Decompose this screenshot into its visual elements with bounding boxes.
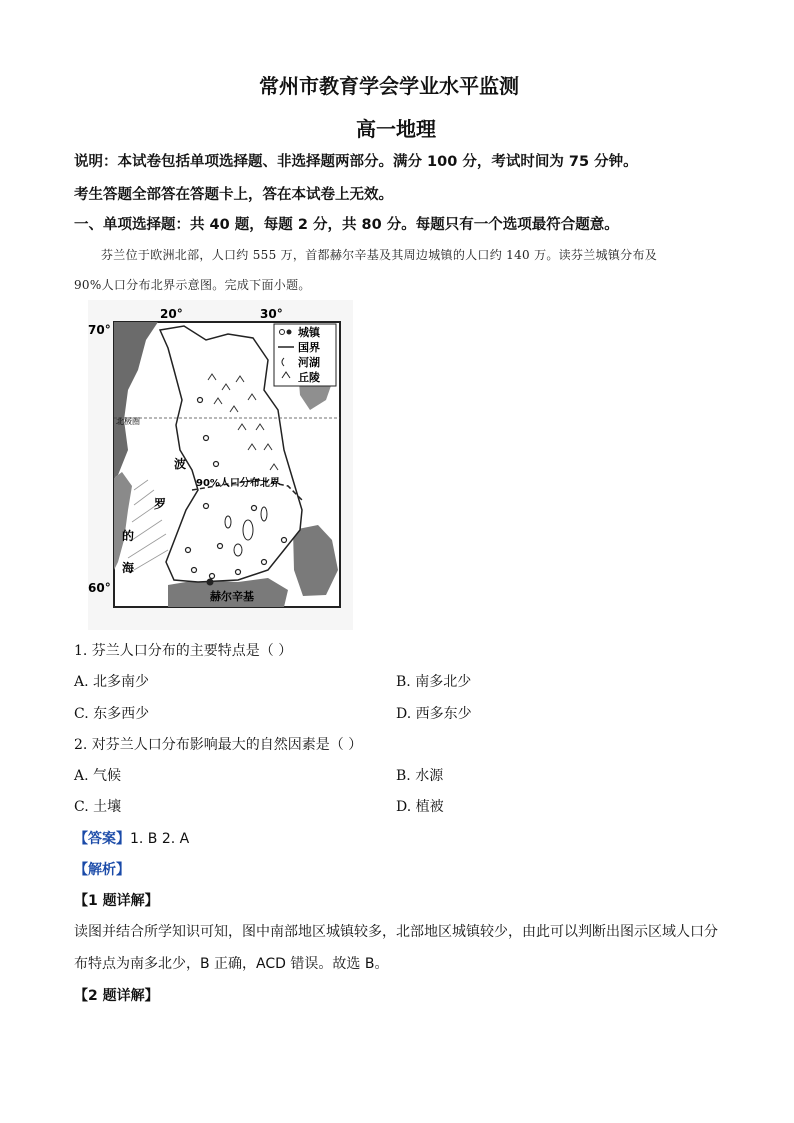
finland-population-map <box>88 300 353 630</box>
lat-label-70: 70° <box>88 323 111 337</box>
question-2-option-b: B. 水源 <box>396 768 444 784</box>
arctic-circle-label: 北极圈 <box>116 417 140 426</box>
legend-hills: 丘陵 <box>298 371 320 384</box>
section-heading: 一、单项选择题：共 40 题，每题 2 分，共 80 分。每题只有一个选项最符合题意。 <box>74 217 619 233</box>
question-2-option-c: C. 土壤 <box>74 799 122 815</box>
answer-block <box>74 828 189 848</box>
sea-label-3: 的 <box>122 529 135 543</box>
q1-detail-tag: 【1 题详解】 <box>74 893 159 909</box>
question-1-stem: 1. 芬兰人口分布的主要特点是（ ） <box>74 643 293 659</box>
lat-label-60: 60° <box>88 581 111 595</box>
sea-label-4: 海 <box>122 561 135 575</box>
question-1-option-a: A. 北多南少 <box>74 674 150 690</box>
passage-line-1: 芬兰位于欧洲北部，人口约 555 万，首都赫尔辛基及其周边城镇的人口约 140 万。读芬兰城镇分布及 <box>101 248 658 262</box>
instructions-line-1: 说明：本试卷包括单项选择题、非选择题两部分。满分 100 分，考试时间为 75 分钟。 <box>74 154 638 170</box>
question-2-stem: 2. 对芬兰人口分布影响最大的自然因素是（ ） <box>74 737 363 753</box>
answer-text: 1. B 2. A <box>130 831 190 847</box>
instructions-line-2: 考生答题全部答在答题卡上，答在本试卷上无效。 <box>74 187 393 203</box>
question-1-option-b: B. 南多北少 <box>396 674 472 690</box>
sea-label-2: 罗 <box>154 497 167 511</box>
capital-label: 赫尔辛基 <box>210 590 254 603</box>
q1-detail-line-1: 读图并结合所学知识可知，图中南部地区城镇较多，北部地区城镇较少，由此可以判断出图示区域人口分 <box>74 924 718 940</box>
passage-line-2: 90%人口分布北界示意图。完成下面小题。 <box>74 278 311 292</box>
lon-label-30: 30° <box>260 307 283 321</box>
sea-label-1: 波 <box>174 457 187 471</box>
question-1-option-d: D. 西多东少 <box>396 706 472 722</box>
legend-river-lake: 河湖 <box>298 356 320 369</box>
lon-label-20: 20° <box>160 307 183 321</box>
population-boundary-label: 90%人口分布北界 <box>196 478 280 489</box>
question-2-option-d: D. 植被 <box>396 799 444 815</box>
legend-town: 城镇 <box>298 326 320 339</box>
question-2-option-a: A. 气候 <box>74 768 122 784</box>
page-subtitle: 高一地理 <box>356 117 436 141</box>
answer-tag: 【答案】 <box>74 831 130 847</box>
question-1-option-c: C. 东多西少 <box>74 706 150 722</box>
q1-detail-line-2: 布特点为南多北少，B 正确，ACD 错误。故选 B。 <box>74 956 389 972</box>
map-legend <box>274 324 336 386</box>
q2-detail-tag: 【2 题详解】 <box>74 988 159 1004</box>
page-title: 常州市教育学会学业水平监测 <box>259 74 519 98</box>
legend-border: 国界 <box>298 341 320 354</box>
analysis-tag: 【解析】 <box>74 862 130 878</box>
